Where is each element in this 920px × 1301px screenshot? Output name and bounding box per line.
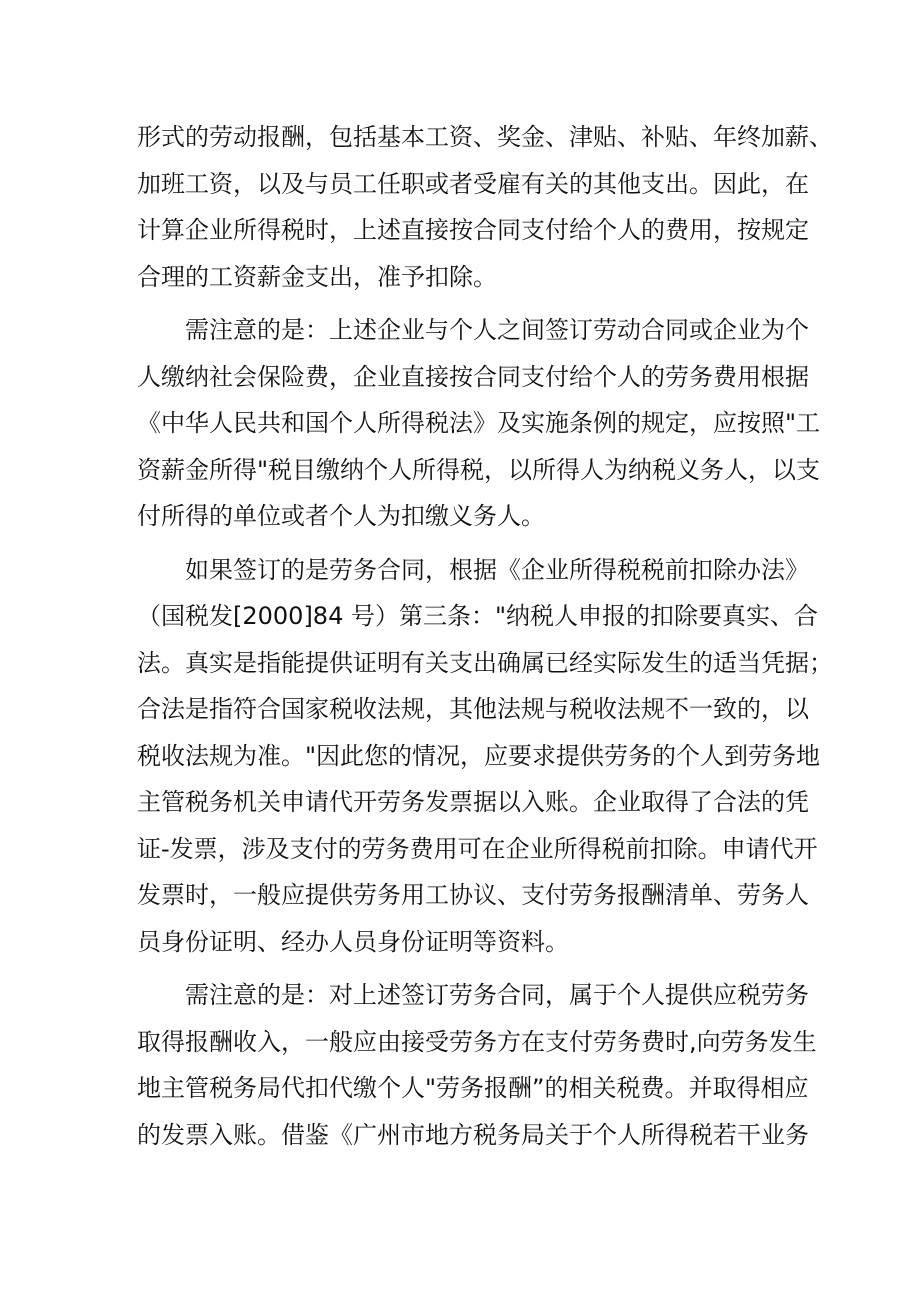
text-line: 证-发票，涉及支付的劳务费用可在企业所得税前扣除。申请代开 xyxy=(137,834,818,863)
text-line: 地主管税务局代扣代缴个人"劳务报酬”的相关税费。并取得相应 xyxy=(137,1074,809,1102)
text-line: 计算企业所得税时，上述直接按合同支付给个人的费用，按规定 xyxy=(137,216,809,244)
text-line: 的发票入账。借鉴《广州市地方税务局关于个人所得税若干业务 xyxy=(137,1120,809,1149)
document-body xyxy=(137,114,833,1158)
text-line: 人缴纳社会保险费，企业直接按合同支付给个人的劳务费用根据 xyxy=(137,362,809,391)
text-line: 法。真实是指能提供证明有关支出确属已经实际发生的适当凭据； xyxy=(137,648,833,677)
paragraph-gap xyxy=(137,965,797,972)
text-line: 合法是指符合国家税收法规，其他法规与税收法规不一致的，以 xyxy=(137,695,809,723)
text-line: 需注意的是：上述企业与个人之间签订劳动合同或企业为个 xyxy=(185,316,809,344)
text-line: 如果签订的是劳务合同，根据《企业所得税税前扣除办法》 xyxy=(185,555,809,584)
text-line: 主管税务机关申请代开劳务发票据以入账。企业取得了合法的凭 xyxy=(137,788,809,816)
paragraph-gap xyxy=(137,540,797,547)
text-line: 税收法规为准。"因此您的情况，应要求提供劳务的个人到劳务地 xyxy=(137,741,821,770)
text-line: 形式的劳动报酬，包括基本工资、奖金、津贴、补贴、年终加薪、 xyxy=(137,123,833,151)
text-line: 付所得的单位或者个人为扣缴义务人。 xyxy=(137,502,545,530)
text-line: 合理的工资薪金支出，准予扣除。 xyxy=(137,262,497,291)
text-line: 《中华人民共和国个人所得税法》及实施条例的规定，应按照"工 xyxy=(137,409,821,437)
text-line: 需注意的是：对上述签订劳务合同，属于个人提供应税劳务 xyxy=(185,981,809,1009)
text-line: 加班工资，以及与员工任职或者受雇有关的其他支出。因此，在 xyxy=(137,169,809,198)
text-line: 取得报酬收入，一般应由接受劳务方在支付劳务费时,向劳务发生 xyxy=(137,1027,817,1056)
text-line: （国税发[2000]84 号）第三条："纳税人申报的扣除要真实、合 xyxy=(137,602,819,630)
paragraph-gap xyxy=(137,300,797,307)
text-line: 员身份证明、经办人员身份证明等资料。 xyxy=(137,927,569,956)
text-line: 发票时，一般应提供劳务用工协议、支付劳务报酬清单、劳务人 xyxy=(137,881,809,909)
text-line: 资薪金所得"税目缴纳个人所得税，以所得人为纳税义务人，以支 xyxy=(137,455,821,484)
